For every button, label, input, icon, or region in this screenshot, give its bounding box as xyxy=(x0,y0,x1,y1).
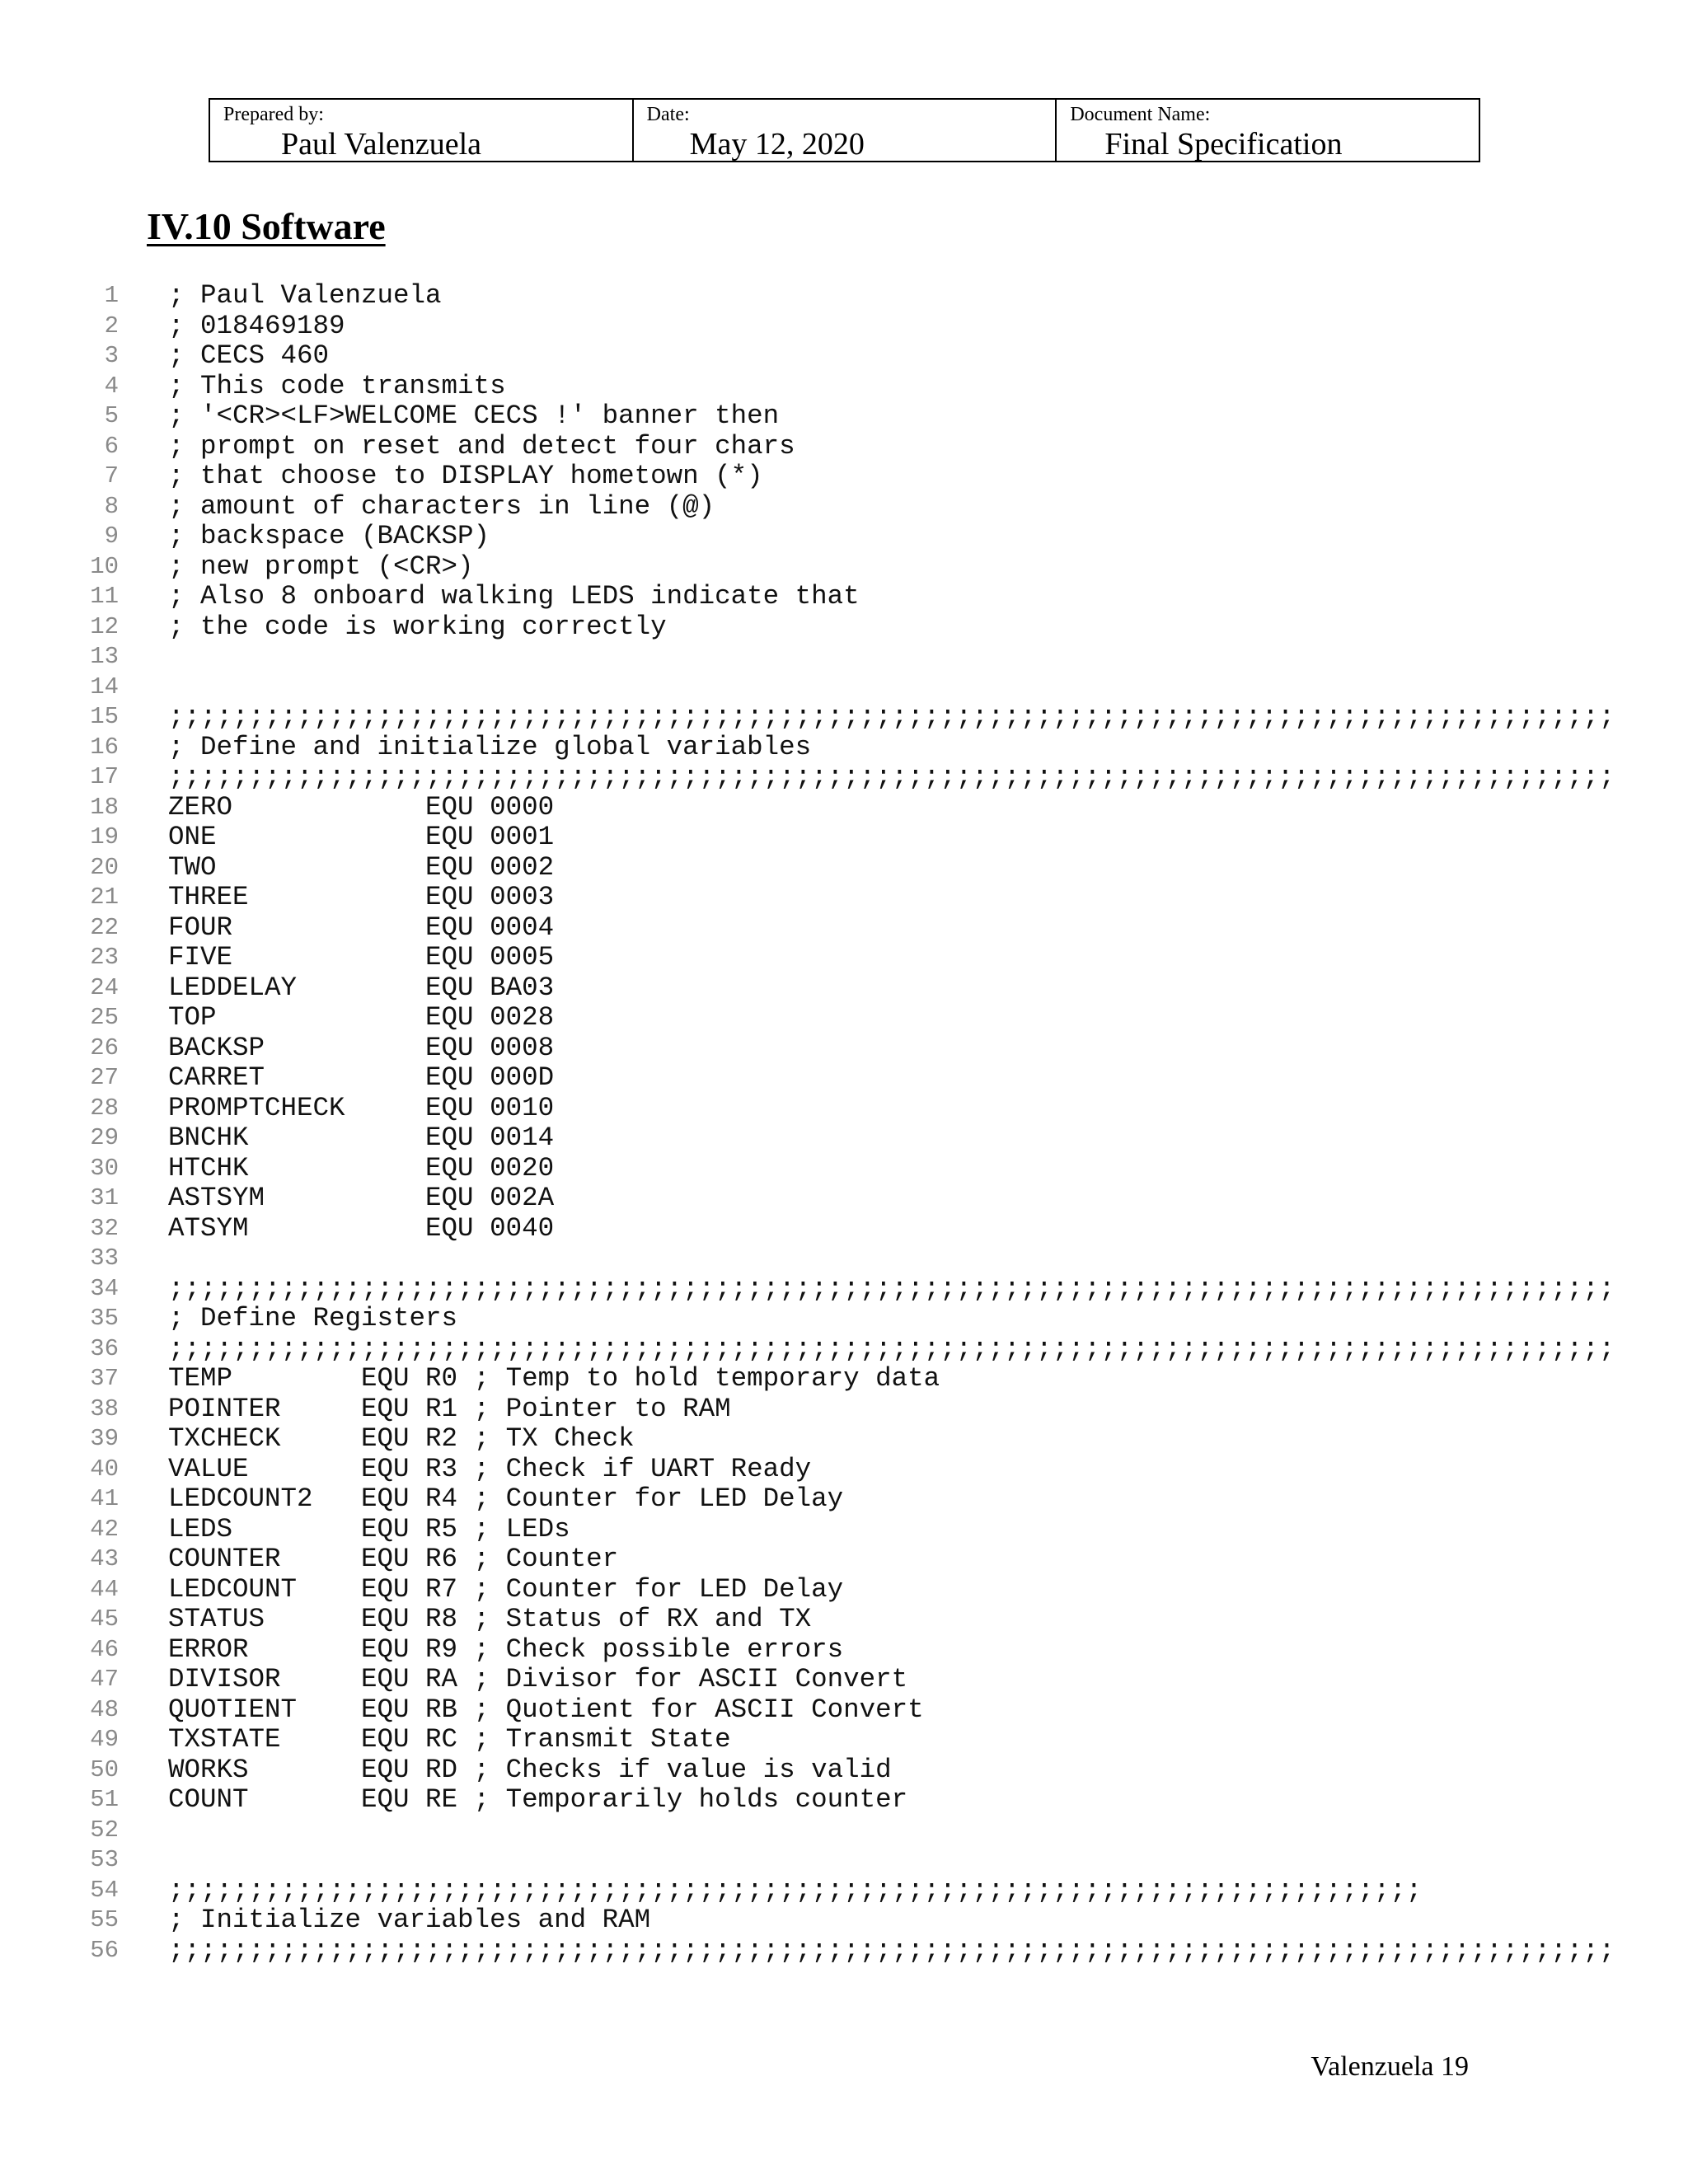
line-number: 21 xyxy=(90,883,119,911)
section-title: IV.10 Software xyxy=(147,205,386,247)
line-number: 32 xyxy=(90,1214,119,1242)
code-line xyxy=(0,702,1688,733)
line-number: 46 xyxy=(90,1635,119,1663)
line-number: 53 xyxy=(90,1846,119,1873)
line-number: 49 xyxy=(90,1726,119,1753)
line-number: 12 xyxy=(90,612,119,640)
prepared-by-label: Prepared by: xyxy=(223,104,324,125)
code-line xyxy=(0,1635,1688,1666)
code-line xyxy=(0,1905,1688,1936)
code-text: DIVISOR EQU RA ; Divisor for ASCII Convert xyxy=(168,1664,908,1694)
code-text: POINTER EQU R1 ; Pointer to RAM xyxy=(168,1393,731,1424)
code-line xyxy=(0,281,1688,312)
code-text: ZERO EQU 0000 xyxy=(168,791,555,823)
code-text: ; Define and initialize global variables xyxy=(168,731,812,762)
code-line xyxy=(0,1364,1688,1394)
code-text: ;;;;;;;;;;;;;;;;;;;;;;;;;;;;;;;;;;;;;;;;;;;;;;;;;;;;;;;;;;;;;;;;;;;;;;;;;;;;;;;;;;;;;;;;;; xyxy=(168,1272,1615,1304)
code-text: COUNT EQU RE ; Temporarily holds counter xyxy=(168,1784,908,1815)
code-text: ;;;;;;;;;;;;;;;;;;;;;;;;;;;;;;;;;;;;;;;;;;;;;;;;;;;;;;;;;;;;;;;;;;;;;;;;;;;;;; xyxy=(168,1874,1423,1905)
code-line xyxy=(0,612,1688,643)
code-line xyxy=(0,1575,1688,1605)
code-line xyxy=(0,973,1688,1004)
code-line xyxy=(0,341,1688,372)
line-number: 17 xyxy=(90,763,119,790)
code-text: COUNTER EQU R6 ; Counter xyxy=(168,1544,619,1574)
code-line xyxy=(0,1183,1688,1214)
code-line xyxy=(0,1515,1688,1545)
code-text: ; 018469189 xyxy=(168,310,345,341)
code-text: ; This code transmits xyxy=(168,370,506,401)
line-number: 8 xyxy=(104,492,119,520)
document-header-table xyxy=(209,98,1480,162)
line-number: 27 xyxy=(90,1064,119,1091)
code-text: ;;;;;;;;;;;;;;;;;;;;;;;;;;;;;;;;;;;;;;;;;;;;;;;;;;;;;;;;;;;;;;;;;;;;;;;;;;;;;;;;;;;;;;;;;; xyxy=(168,1333,1615,1364)
line-number: 50 xyxy=(90,1755,119,1783)
code-line xyxy=(0,762,1688,793)
code-text: TOP EQU 0028 xyxy=(168,1002,555,1033)
code-text: TXSTATE EQU RC ; Transmit State xyxy=(168,1724,731,1755)
line-number: 3 xyxy=(104,342,119,369)
code-line xyxy=(0,913,1688,944)
code-text: LEDCOUNT EQU R7 ; Counter for LED Delay xyxy=(168,1573,844,1605)
code-line xyxy=(0,1455,1688,1485)
code-line xyxy=(0,522,1688,552)
code-text: ; Initialize variables and RAM xyxy=(168,1905,651,1935)
document-name-label: Document Name: xyxy=(1070,104,1211,125)
code-line xyxy=(0,793,1688,823)
code-line xyxy=(0,1304,1688,1334)
date-cell xyxy=(634,100,1057,161)
line-number: 56 xyxy=(90,1936,119,1964)
code-line xyxy=(0,582,1688,612)
code-text: LEDCOUNT2 EQU R4 ; Counter for LED Delay xyxy=(168,1483,844,1514)
code-line xyxy=(0,1725,1688,1755)
code-line xyxy=(0,1394,1688,1425)
code-line xyxy=(0,1544,1688,1575)
line-number: 41 xyxy=(90,1485,119,1512)
code-text: ; backspace (BACKSP) xyxy=(168,521,490,551)
code-line xyxy=(0,883,1688,913)
line-number: 47 xyxy=(90,1666,119,1693)
line-number: 45 xyxy=(90,1605,119,1633)
code-line xyxy=(0,1755,1688,1786)
line-number: 48 xyxy=(90,1695,119,1723)
code-text: HTCHK EQU 0020 xyxy=(168,1152,555,1183)
code-line xyxy=(0,823,1688,853)
line-number: 40 xyxy=(90,1455,119,1483)
date-label: Date: xyxy=(646,104,690,125)
line-number: 42 xyxy=(90,1515,119,1543)
line-number: 18 xyxy=(90,793,119,821)
line-number: 6 xyxy=(104,432,119,460)
line-number: 38 xyxy=(90,1394,119,1422)
code-line xyxy=(0,1484,1688,1515)
code-text: ;;;;;;;;;;;;;;;;;;;;;;;;;;;;;;;;;;;;;;;;;;;;;;;;;;;;;;;;;;;;;;;;;;;;;;;;;;;;;;;;;;;;;;;;;; xyxy=(168,1934,1615,1966)
code-line xyxy=(0,462,1688,492)
line-number: 10 xyxy=(90,552,119,580)
code-text: LEDS EQU R5 ; LEDs xyxy=(168,1513,570,1544)
line-number: 9 xyxy=(104,523,119,550)
line-number: 4 xyxy=(104,372,119,400)
code-line xyxy=(0,372,1688,402)
code-text: ; new prompt (<CR>) xyxy=(168,551,474,582)
code-line xyxy=(0,1845,1688,1876)
code-text: ; Also 8 onboard walking LEDS indicate that xyxy=(168,581,860,612)
line-number: 35 xyxy=(90,1305,119,1332)
code-text: VALUE EQU R3 ; Check if UART Ready xyxy=(168,1453,812,1484)
prepared-by-cell xyxy=(210,100,634,161)
code-line xyxy=(0,1876,1688,1906)
line-number: 1 xyxy=(104,282,119,309)
code-text: ASTSYM EQU 002A xyxy=(168,1183,555,1213)
code-text: ONE EQU 0001 xyxy=(168,822,555,852)
code-line xyxy=(0,552,1688,583)
line-number: 19 xyxy=(90,823,119,851)
code-line xyxy=(0,1214,1688,1244)
code-text: TXCHECK EQU R2 ; TX Check xyxy=(168,1423,635,1454)
code-text: ; Paul Valenzuela xyxy=(168,280,442,311)
code-text: ; Define Registers xyxy=(168,1303,458,1333)
document-name-cell xyxy=(1057,100,1479,161)
line-number: 20 xyxy=(90,853,119,881)
code-text: ; the code is working correctly xyxy=(168,611,667,642)
line-number: 29 xyxy=(90,1124,119,1151)
line-number: 24 xyxy=(90,973,119,1001)
line-number: 5 xyxy=(104,402,119,429)
code-line xyxy=(0,1334,1688,1365)
code-text: BACKSP EQU 0008 xyxy=(168,1032,555,1063)
code-line xyxy=(0,1003,1688,1033)
code-text: LEDDELAY EQU BA03 xyxy=(168,972,555,1003)
line-number: 2 xyxy=(104,312,119,340)
code-line xyxy=(0,1936,1688,1966)
line-number: 22 xyxy=(90,913,119,941)
code-line xyxy=(0,853,1688,883)
page-footer: Valenzuela 19 xyxy=(1311,2051,1469,2082)
line-number: 15 xyxy=(90,703,119,730)
code-text: ; '<CR><LF>WELCOME CECS !' banner then xyxy=(168,401,780,431)
code-line xyxy=(0,1033,1688,1064)
code-line xyxy=(0,1816,1688,1846)
code-text: FIVE EQU 0005 xyxy=(168,942,555,972)
code-line xyxy=(0,1274,1688,1305)
line-number: 11 xyxy=(90,583,119,610)
code-line xyxy=(0,492,1688,523)
line-number: 26 xyxy=(90,1033,119,1062)
code-line xyxy=(0,1695,1688,1726)
code-text: TEMP EQU R0 ; Temp to hold temporary data xyxy=(168,1363,940,1394)
code-text: PROMPTCHECK EQU 0010 xyxy=(168,1092,555,1123)
line-number: 33 xyxy=(90,1244,119,1272)
code-line xyxy=(0,1154,1688,1184)
line-number: 43 xyxy=(90,1545,119,1572)
code-line xyxy=(0,642,1688,673)
code-line xyxy=(0,943,1688,973)
code-text: ; prompt on reset and detect four chars xyxy=(168,430,795,462)
line-number: 30 xyxy=(90,1154,119,1182)
code-text: WORKS EQU RD ; Checks if value is valid xyxy=(168,1754,892,1785)
line-number: 28 xyxy=(90,1094,119,1122)
line-number: 51 xyxy=(90,1786,119,1813)
code-line xyxy=(0,1063,1688,1094)
code-line xyxy=(0,1665,1688,1695)
line-number: 52 xyxy=(90,1816,119,1844)
code-line xyxy=(0,1424,1688,1455)
code-line xyxy=(0,432,1688,462)
code-text: QUOTIENT EQU RB ; Quotient for ASCII Convert xyxy=(168,1694,924,1725)
line-number: 7 xyxy=(104,462,119,490)
line-number: 39 xyxy=(90,1425,119,1452)
code-line xyxy=(0,673,1688,703)
line-number: 37 xyxy=(90,1365,119,1392)
date-value: May 12, 2020 xyxy=(689,127,865,162)
line-number: 54 xyxy=(90,1876,119,1904)
line-number: 13 xyxy=(90,643,119,670)
code-line xyxy=(0,733,1688,763)
code-listing xyxy=(0,281,1688,1966)
code-text: ; CECS 460 xyxy=(168,340,330,371)
code-text: FOUR EQU 0004 xyxy=(168,912,555,943)
code-line xyxy=(0,1244,1688,1274)
line-number: 36 xyxy=(90,1334,119,1362)
code-text: ;;;;;;;;;;;;;;;;;;;;;;;;;;;;;;;;;;;;;;;;;;;;;;;;;;;;;;;;;;;;;;;;;;;;;;;;;;;;;;;;;;;;;;;;;; xyxy=(168,701,1615,732)
line-number: 55 xyxy=(90,1906,119,1933)
line-number: 34 xyxy=(90,1274,119,1302)
line-number: 23 xyxy=(90,944,119,971)
code-text: ;;;;;;;;;;;;;;;;;;;;;;;;;;;;;;;;;;;;;;;;;;;;;;;;;;;;;;;;;;;;;;;;;;;;;;;;;;;;;;;;;;;;;;;;;; xyxy=(168,762,1615,792)
code-text: ; amount of characters in line (@) xyxy=(168,490,715,522)
line-number: 16 xyxy=(90,733,119,761)
code-text: CARRET EQU 000D xyxy=(168,1062,555,1093)
code-line xyxy=(0,1785,1688,1816)
line-number: 44 xyxy=(90,1575,119,1603)
document-name-value: Final Specification xyxy=(1104,127,1343,162)
prepared-by-value: Paul Valenzuela xyxy=(281,127,482,162)
code-line xyxy=(0,1094,1688,1124)
code-text: TWO EQU 0002 xyxy=(168,851,555,883)
code-text: ; that choose to DISPLAY hometown (*) xyxy=(168,461,763,491)
line-number: 14 xyxy=(90,673,119,701)
code-text: STATUS EQU R8 ; Status of RX and TX xyxy=(168,1604,812,1634)
line-number: 25 xyxy=(90,1004,119,1031)
code-text: BNCHK EQU 0014 xyxy=(168,1122,555,1153)
code-text: ATSYM EQU 0040 xyxy=(168,1212,555,1244)
code-line xyxy=(0,1123,1688,1154)
line-number: 31 xyxy=(90,1184,119,1212)
code-line xyxy=(0,1605,1688,1635)
code-line xyxy=(0,401,1688,432)
code-text: ERROR EQU R9 ; Check possible errors xyxy=(168,1633,844,1665)
code-line xyxy=(0,312,1688,342)
code-text: THREE EQU 0003 xyxy=(168,882,555,912)
